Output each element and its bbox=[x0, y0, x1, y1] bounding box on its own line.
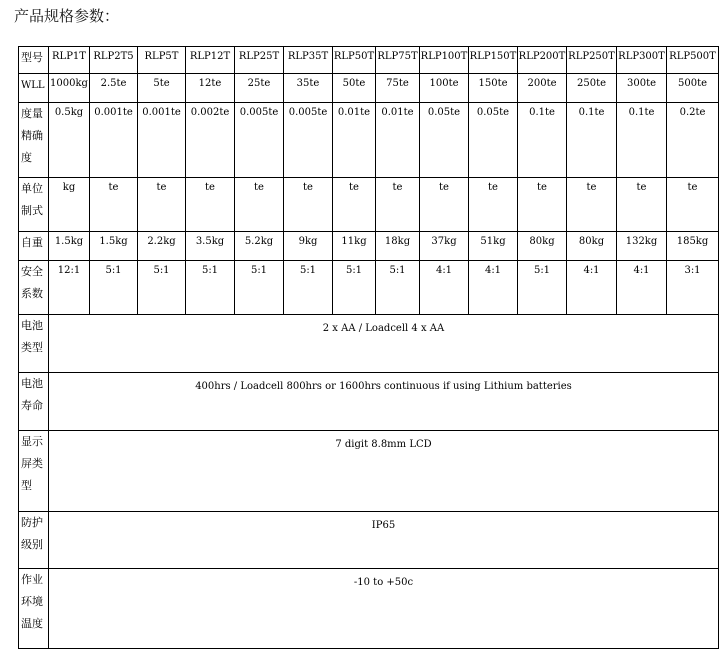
wll-cell: 2.5te bbox=[90, 74, 138, 103]
accuracy-cell: 0.001te bbox=[138, 103, 186, 178]
model-cell: RLP1T bbox=[49, 47, 90, 74]
safety-cell: 12:1 bbox=[49, 261, 90, 315]
label-model: 型号 bbox=[19, 47, 49, 74]
unit-cell: te bbox=[518, 178, 567, 232]
accuracy-cell: 0.01te bbox=[333, 103, 376, 178]
label-battery-life bbox=[19, 373, 49, 431]
wll-cell: 100te bbox=[420, 74, 469, 103]
weight-cell: 37kg bbox=[420, 232, 469, 261]
accuracy-cell: 0.05te bbox=[469, 103, 518, 178]
spec-table bbox=[18, 46, 719, 649]
wll-cell: 200te bbox=[518, 74, 567, 103]
row-battery-life bbox=[19, 373, 719, 431]
safety-cell: 5:1 bbox=[518, 261, 567, 315]
wll-cell: 250te bbox=[567, 74, 617, 103]
label-battery-type bbox=[19, 315, 49, 373]
label-protection bbox=[19, 512, 49, 569]
accuracy-cell: 0.005te bbox=[284, 103, 333, 178]
safety-cell: 4:1 bbox=[617, 261, 667, 315]
label-line: 制式 bbox=[21, 204, 43, 217]
weight-cell: 18kg bbox=[376, 232, 420, 261]
protection-value: IP65 bbox=[49, 512, 719, 569]
row-battery-type bbox=[19, 315, 719, 373]
label-line: 级别 bbox=[21, 538, 43, 551]
weight-cell: 3.5kg bbox=[186, 232, 235, 261]
display-value: 7 digit 8.8mm LCD bbox=[49, 431, 719, 512]
label-line: 型 bbox=[21, 479, 32, 492]
model-cell: RLP12T bbox=[186, 47, 235, 74]
model-cell: RLP300T bbox=[617, 47, 667, 74]
safety-cell: 4:1 bbox=[567, 261, 617, 315]
accuracy-cell: 0.2te bbox=[667, 103, 719, 178]
weight-cell: 51kg bbox=[469, 232, 518, 261]
accuracy-cell: 0.002te bbox=[186, 103, 235, 178]
model-cell: RLP25T bbox=[235, 47, 284, 74]
label-line: 系数 bbox=[21, 287, 43, 300]
label-unit bbox=[19, 178, 49, 232]
wll-cell: 1000kg bbox=[49, 74, 90, 103]
wll-cell: 5te bbox=[138, 74, 186, 103]
label-display bbox=[19, 431, 49, 512]
weight-cell: 2.2kg bbox=[138, 232, 186, 261]
label-line: 显示 bbox=[21, 435, 43, 448]
temperature-value: -10 to +50c bbox=[49, 569, 719, 649]
label-line: 寿命 bbox=[21, 399, 43, 412]
row-wll bbox=[19, 74, 719, 103]
row-protection bbox=[19, 512, 719, 569]
wll-cell: 500te bbox=[667, 74, 719, 103]
model-cell: RLP5T bbox=[138, 47, 186, 74]
weight-cell: 80kg bbox=[518, 232, 567, 261]
unit-cell: te bbox=[138, 178, 186, 232]
unit-cell: te bbox=[186, 178, 235, 232]
accuracy-cell: 0.1te bbox=[567, 103, 617, 178]
label-wll: WLL bbox=[19, 74, 49, 103]
wll-cell: 300te bbox=[617, 74, 667, 103]
safety-cell: 5:1 bbox=[376, 261, 420, 315]
wll-cell: 150te bbox=[469, 74, 518, 103]
weight-cell: 132kg bbox=[617, 232, 667, 261]
unit-cell: te bbox=[420, 178, 469, 232]
row-safety bbox=[19, 261, 719, 315]
unit-cell: te bbox=[617, 178, 667, 232]
wll-cell: 50te bbox=[333, 74, 376, 103]
accuracy-cell: 0.001te bbox=[90, 103, 138, 178]
row-unit bbox=[19, 178, 719, 232]
label-line: 度量 bbox=[21, 107, 43, 120]
model-cell: RLP35T bbox=[284, 47, 333, 74]
unit-cell: te bbox=[469, 178, 518, 232]
label-line: 电池 bbox=[21, 377, 43, 390]
unit-cell: te bbox=[667, 178, 719, 232]
unit-cell: te bbox=[376, 178, 420, 232]
model-cell: RLP50T bbox=[333, 47, 376, 74]
model-cell: RLP250T bbox=[567, 47, 617, 74]
unit-cell: te bbox=[333, 178, 376, 232]
row-weight bbox=[19, 232, 719, 261]
wll-cell: 35te bbox=[284, 74, 333, 103]
label-weight: 自重 bbox=[19, 232, 49, 261]
label-temperature bbox=[19, 569, 49, 649]
unit-cell: te bbox=[235, 178, 284, 232]
wll-cell: 25te bbox=[235, 74, 284, 103]
model-cell: RLP75T bbox=[376, 47, 420, 74]
weight-cell: 1.5kg bbox=[90, 232, 138, 261]
accuracy-cell: 0.1te bbox=[518, 103, 567, 178]
label-line: 温度 bbox=[21, 617, 43, 630]
label-line: 度 bbox=[21, 151, 32, 164]
weight-cell: 80kg bbox=[567, 232, 617, 261]
weight-cell: 1.5kg bbox=[49, 232, 90, 261]
page-title: 产品规格参数： bbox=[14, 7, 120, 25]
safety-cell: 5:1 bbox=[186, 261, 235, 315]
safety-cell: 5:1 bbox=[235, 261, 284, 315]
row-temperature bbox=[19, 569, 719, 649]
accuracy-cell: 0.01te bbox=[376, 103, 420, 178]
safety-cell: 4:1 bbox=[469, 261, 518, 315]
safety-cell: 5:1 bbox=[284, 261, 333, 315]
battery-life-value: 400hrs / Loadcell 800hrs or 1600hrs continuous if using Lithium batteries bbox=[49, 373, 719, 431]
label-line: 电池 bbox=[21, 319, 43, 332]
weight-cell: 5.2kg bbox=[235, 232, 284, 261]
label-line: 防护 bbox=[21, 516, 43, 529]
battery-type-value: 2 x AA / Loadcell 4 x AA bbox=[49, 315, 719, 373]
weight-cell: 9kg bbox=[284, 232, 333, 261]
unit-cell: te bbox=[90, 178, 138, 232]
label-line: 作业 bbox=[21, 573, 43, 586]
model-cell: RLP200T bbox=[518, 47, 567, 74]
safety-cell: 5:1 bbox=[333, 261, 376, 315]
accuracy-cell: 0.005te bbox=[235, 103, 284, 178]
label-line: 安全 bbox=[21, 265, 43, 278]
label-line: 屏类 bbox=[21, 457, 43, 470]
label-line: 环境 bbox=[21, 595, 43, 608]
label-safety bbox=[19, 261, 49, 315]
safety-cell: 3:1 bbox=[667, 261, 719, 315]
model-cell: RLP2T5 bbox=[90, 47, 138, 74]
unit-cell: te bbox=[284, 178, 333, 232]
model-cell: RLP100T bbox=[420, 47, 469, 74]
label-line: 单位 bbox=[21, 182, 43, 195]
row-model bbox=[19, 47, 719, 74]
label-line: 精确 bbox=[21, 129, 43, 142]
accuracy-cell: 0.05te bbox=[420, 103, 469, 178]
label-accuracy bbox=[19, 103, 49, 178]
row-display bbox=[19, 431, 719, 512]
model-cell: RLP150T bbox=[469, 47, 518, 74]
safety-cell: 5:1 bbox=[90, 261, 138, 315]
weight-cell: 11kg bbox=[333, 232, 376, 261]
row-accuracy bbox=[19, 103, 719, 178]
wll-cell: 12te bbox=[186, 74, 235, 103]
safety-cell: 4:1 bbox=[420, 261, 469, 315]
safety-cell: 5:1 bbox=[138, 261, 186, 315]
label-line: 类型 bbox=[21, 341, 43, 354]
unit-cell: kg bbox=[49, 178, 90, 232]
model-cell: RLP500T bbox=[667, 47, 719, 74]
accuracy-cell: 0.1te bbox=[617, 103, 667, 178]
accuracy-cell: 0.5kg bbox=[49, 103, 90, 178]
unit-cell: te bbox=[567, 178, 617, 232]
wll-cell: 75te bbox=[376, 74, 420, 103]
weight-cell: 185kg bbox=[667, 232, 719, 261]
